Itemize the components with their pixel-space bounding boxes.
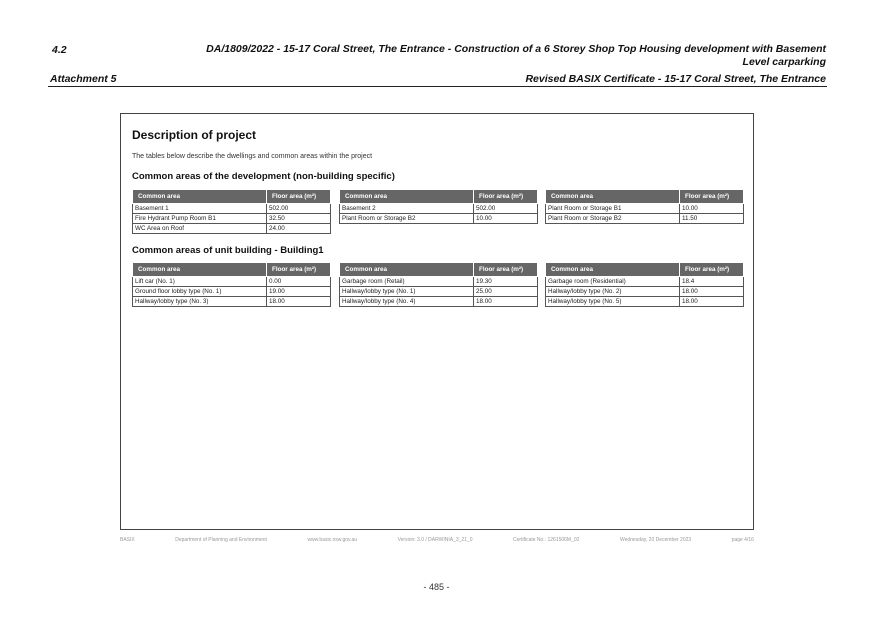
cell-floor-area: 19.00 bbox=[267, 287, 331, 297]
header-common-area: Common area bbox=[340, 263, 474, 277]
footer-department: Department of Planning and Environment bbox=[175, 537, 267, 543]
footer-basix: BASIX bbox=[120, 537, 135, 543]
section2-table-2 bbox=[339, 262, 538, 307]
header-common-area: Common area bbox=[546, 190, 680, 204]
header-floor-area: Floor area (m²) bbox=[267, 263, 331, 277]
table-header-row bbox=[340, 190, 538, 204]
cell-floor-area: 11.50 bbox=[680, 214, 744, 224]
table-row bbox=[133, 287, 331, 297]
section1-table-3 bbox=[545, 189, 744, 224]
cell-common-area: Hallway/lobby type (No. 2) bbox=[546, 287, 680, 297]
header-common-area: Common area bbox=[340, 190, 474, 204]
attachment-label: Attachment 5 bbox=[50, 73, 117, 85]
header-common-area: Common area bbox=[133, 263, 267, 277]
page-footer bbox=[120, 537, 754, 543]
footer-certificate: Certificate No.: 1261506M_02 bbox=[513, 537, 580, 543]
cell-common-area: Plant Room or Storage B1 bbox=[546, 204, 680, 214]
section-heading-common-areas: Common areas of the development (non-building specific) bbox=[132, 171, 395, 182]
footer-version: Version: 3.0 / DARWINIA_3_21_0 bbox=[397, 537, 473, 543]
table-row bbox=[133, 204, 331, 214]
header-rule bbox=[48, 86, 827, 87]
table-header-row bbox=[546, 190, 744, 204]
header-floor-area: Floor area (m²) bbox=[474, 263, 538, 277]
table-row bbox=[340, 287, 538, 297]
table-row bbox=[133, 224, 331, 234]
table-header-row bbox=[340, 263, 538, 277]
header-floor-area: Floor area (m²) bbox=[474, 190, 538, 204]
intro-text: The tables below describe the dwellings and common areas within the project bbox=[132, 153, 373, 160]
header-common-area: Common area bbox=[546, 263, 680, 277]
section-heading-building1: Common areas of unit building - Building1 bbox=[132, 245, 324, 256]
table-row bbox=[133, 214, 331, 224]
cell-floor-area: 19.30 bbox=[474, 277, 538, 287]
cell-floor-area: 18.00 bbox=[474, 297, 538, 307]
item-number: 4.2 bbox=[52, 44, 67, 56]
document-title: DA/1809/2022 - 15-17 Coral Street, The Entrance - Construction of a 6 Storey Shop Top Housing development with Basement Level carparking bbox=[206, 43, 826, 68]
cell-floor-area: 502.00 bbox=[474, 204, 538, 214]
cell-floor-area: 10.00 bbox=[474, 214, 538, 224]
table-row bbox=[546, 204, 744, 214]
table-row bbox=[546, 297, 744, 307]
footer-page: page 4/16 bbox=[731, 537, 754, 543]
cell-common-area: Garbage room (Retail) bbox=[340, 277, 474, 287]
table-header-row bbox=[133, 190, 331, 204]
table-header-row bbox=[133, 263, 331, 277]
footer-date: Wednesday, 20 December 2023 bbox=[619, 537, 692, 543]
cell-floor-area: 18.00 bbox=[680, 297, 744, 307]
section2-table-1 bbox=[132, 262, 331, 307]
cell-common-area: Hallway/lobby type (No. 5) bbox=[546, 297, 680, 307]
cell-floor-area: 18.4 bbox=[680, 277, 744, 287]
cell-common-area: Hallway/lobby type (No. 3) bbox=[133, 297, 267, 307]
cell-floor-area: 25.00 bbox=[474, 287, 538, 297]
footer-url: www.basix.nsw.gov.au bbox=[307, 537, 358, 543]
cell-common-area: Ground floor lobby type (No. 1) bbox=[133, 287, 267, 297]
cell-floor-area: 18.00 bbox=[267, 297, 331, 307]
table-row bbox=[546, 287, 744, 297]
table-row bbox=[546, 214, 744, 224]
header-floor-area: Floor area (m²) bbox=[680, 190, 744, 204]
cell-floor-area: 32.50 bbox=[267, 214, 331, 224]
table-row bbox=[340, 214, 538, 224]
table-header-row bbox=[546, 263, 744, 277]
table-row bbox=[340, 277, 538, 287]
cell-floor-area: 18.00 bbox=[680, 287, 744, 297]
header-floor-area: Floor area (m²) bbox=[267, 190, 331, 204]
table-row bbox=[340, 204, 538, 214]
cell-common-area: Lift car (No. 1) bbox=[133, 277, 267, 287]
cell-floor-area: 24.00 bbox=[267, 224, 331, 234]
page-number: - 485 - bbox=[423, 582, 450, 592]
cell-common-area: Hallway/lobby type (No. 1) bbox=[340, 287, 474, 297]
cell-common-area: Hallway/lobby type (No. 4) bbox=[340, 297, 474, 307]
header-floor-area: Floor area (m²) bbox=[680, 263, 744, 277]
cell-common-area: Plant Room or Storage B2 bbox=[546, 214, 680, 224]
cell-common-area: Basement 2 bbox=[340, 204, 474, 214]
table-row bbox=[546, 277, 744, 287]
cell-common-area: WC Area on Roof bbox=[133, 224, 267, 234]
section2-table-3 bbox=[545, 262, 744, 307]
section1-table-2 bbox=[339, 189, 538, 224]
section-heading-description: Description of project bbox=[132, 128, 257, 142]
header-common-area: Common area bbox=[133, 190, 267, 204]
table-row bbox=[133, 297, 331, 307]
cell-common-area: Basement 1 bbox=[133, 204, 267, 214]
table-row bbox=[340, 297, 538, 307]
cell-floor-area: 0.00 bbox=[267, 277, 331, 287]
cell-floor-area: 10.00 bbox=[680, 204, 744, 214]
cell-common-area: Plant Room or Storage B2 bbox=[340, 214, 474, 224]
section1-table-1 bbox=[132, 189, 331, 234]
cell-common-area: Fire Hydrant Pump Room B1 bbox=[133, 214, 267, 224]
cell-floor-area: 502.00 bbox=[267, 204, 331, 214]
basix-page-frame bbox=[120, 113, 754, 530]
table-row bbox=[133, 277, 331, 287]
attachment-subtitle: Revised BASIX Certificate - 15-17 Coral Street, The Entrance bbox=[525, 73, 826, 85]
cell-common-area: Garbage room (Residential) bbox=[546, 277, 680, 287]
